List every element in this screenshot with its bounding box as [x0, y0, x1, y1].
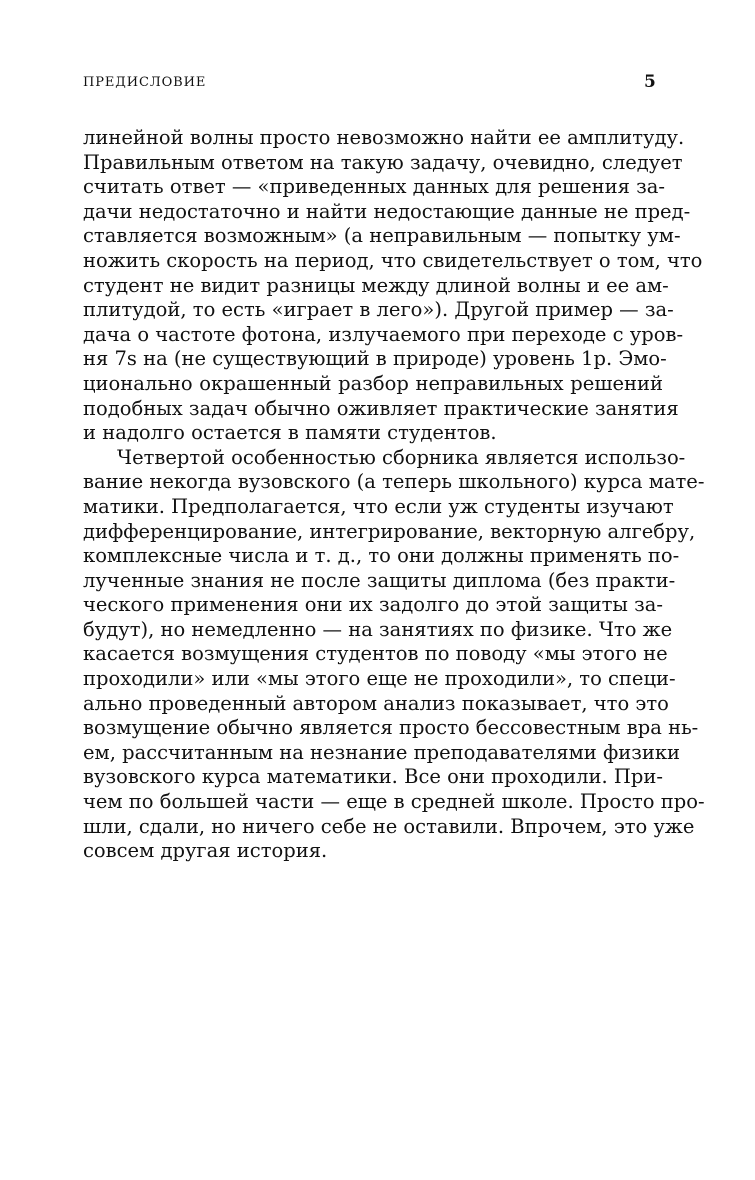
text-line: ем, рассчитанным на незнание преподавателями физики [83, 740, 681, 764]
text-line: плитудой, то есть «играет в лего»). Другой пример — за- [83, 298, 674, 322]
text-line: ножить скорость на период, что свидетельствует о том, что [83, 248, 703, 272]
text-line: ционально окрашенный разбор неправильных решений [83, 371, 663, 395]
text-line: вание некогда вузовского (а теперь школьного) курса мате- [83, 470, 705, 494]
text-line: совсем другая история. [83, 839, 328, 863]
text-line: лученные знания не после защиты диплома (без практи- [83, 568, 676, 592]
text-line: считать ответ — «приведенных данных для решения за- [83, 175, 666, 199]
text-line: линейной волны просто невозможно найти ее амплитуду. [83, 126, 685, 149]
text-line: ня 7s на (не существующий в природе) уровень 1p. Эмо- [83, 347, 667, 371]
paragraph-2 [83, 445, 705, 864]
paragraph-1 [83, 126, 703, 446]
text-line: возмущение обычно является просто бессовестным вра нь- [83, 716, 699, 740]
text-line: вузовского курса математики. Все они проходили. При- [83, 765, 663, 789]
text-line: дачи недостаточно и найти недостающие данные не пред- [83, 199, 691, 223]
text-line: ставляется возможным» (а неправильным — попытку ум- [83, 224, 681, 248]
text-line: ально проведенный автором анализ показывает, что это [83, 691, 669, 715]
text-line: Правильным ответом на такую задачу, очевидно, следует [83, 150, 683, 174]
text-line: Четвертой особенностью сборника является использо- [117, 445, 686, 469]
text-line: проходили» или «мы этого еще не проходили», то специ- [83, 667, 676, 691]
text-line: ческого применения они их задолго до этой защиты за- [83, 593, 663, 617]
body-text [83, 126, 705, 864]
text-line: шли, сдали, но ничего себе не оставили. Впрочем, это уже [83, 814, 695, 838]
text-line: будут), но немедленно — на занятиях по физике. Что же [83, 617, 673, 641]
text-line: студент не видит разницы между длиной волны и ее ам- [83, 273, 669, 297]
text-line: чем по большей части — еще в средней школе. Просто про- [83, 790, 705, 814]
text-line: касается возмущения студентов по поводу «мы этого не [83, 642, 668, 666]
text-line: дифференцирование, интегрирование, векторную алгебру, [83, 519, 696, 543]
text-line: дача о частоте фотона, излучаемого при переходе с уров- [83, 322, 684, 346]
text-line: матики. Предполагается, что если уж студенты изучают [83, 494, 674, 518]
running-header-title: ПРЕДИСЛОВИЕ [83, 75, 207, 90]
text-line: и надолго остается в памяти студентов. [83, 421, 497, 445]
text-line: комплексные числа и т. д., то они должны применять по- [83, 544, 680, 568]
page-number: 5 [644, 72, 656, 92]
text-line: подобных задач обычно оживляет практические занятия [83, 396, 679, 420]
